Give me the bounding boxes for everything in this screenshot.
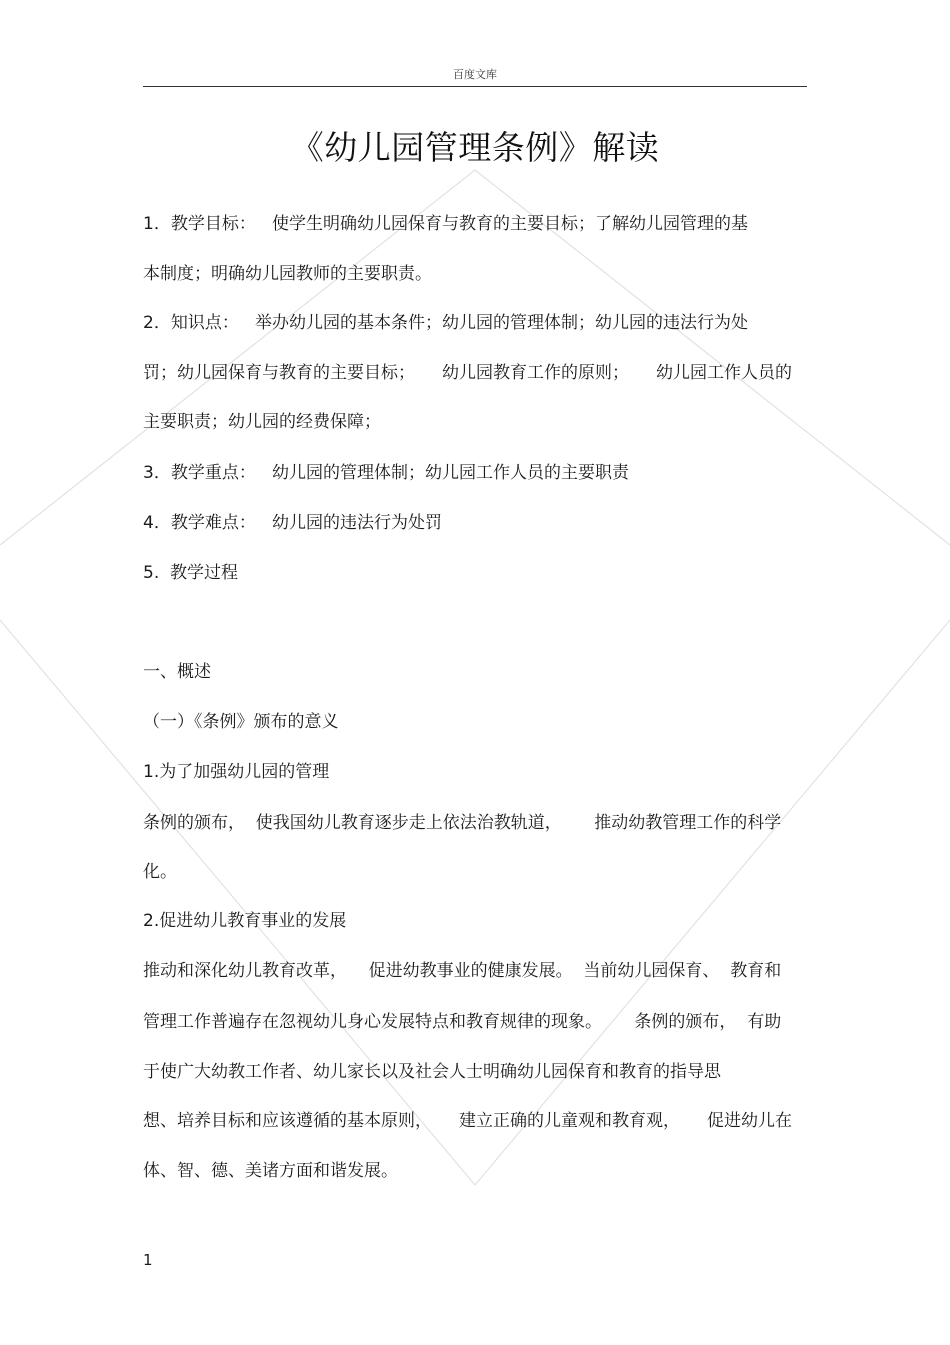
- header-source: 百度文库: [453, 68, 497, 81]
- text-line: 2．知识点： 举办幼儿园的基本条件；幼儿园的管理体制；幼儿园的违法行为处: [143, 313, 749, 333]
- text-line: 化。: [143, 862, 177, 882]
- text-line: 于使广大幼教工作者、幼儿家长以及社会人士明确幼儿园保育和教育的指导思: [143, 1062, 721, 1082]
- item-heading: 1.为了加强幼儿园的管理: [143, 762, 330, 782]
- text-line: 3．教学重点： 幼儿园的管理体制；幼儿园工作人员的主要职责: [143, 463, 630, 483]
- text-line: 4．教学难点： 幼儿园的违法行为处罚: [143, 513, 443, 533]
- text-line: 罚；幼儿园保育与教育的主要目标； 幼儿园教育工作的原则； 幼儿园工作人员的: [143, 363, 793, 383]
- text-line: 本制度；明确幼儿园教师的主要职责。: [143, 264, 432, 284]
- text-line: 体、智、德、美诸方面和谐发展。: [143, 1161, 398, 1181]
- item-heading: 2.促进幼儿教育事业的发展: [143, 911, 347, 931]
- section-heading: 一、概述: [143, 662, 211, 682]
- header-divider: [143, 86, 807, 87]
- page-title: 《幼儿园管理条例》解读: [290, 128, 660, 167]
- text-line: 推动和深化幼儿教育改革， 促进幼教事业的健康发展。 当前幼儿园保育、 教育和: [143, 961, 782, 981]
- text-line: 5. 教学过程: [143, 563, 239, 583]
- page-number: 1: [143, 1251, 153, 1269]
- text-line: 1．教学目标： 使学生明确幼儿园保育与教育的主要目标；了解幼儿园管理的基: [143, 214, 749, 234]
- subsection-heading: （一）《条例》颁布的意义: [143, 712, 339, 732]
- text-line: 主要职责；幼儿园的经费保障；: [143, 412, 381, 432]
- text-line: 管理工作普遍存在忽视幼儿身心发展特点和教育规律的现象。 条例的颁布， 有助: [143, 1012, 782, 1032]
- text-line: 想、培养目标和应该遵循的基本原则， 建立正确的儿童观和教育观， 促进幼儿在: [143, 1111, 793, 1131]
- text-line: 条例的颁布， 使我国幼儿教育逐步走上依法治教轨道， 推动幼教管理工作的科学: [143, 813, 782, 833]
